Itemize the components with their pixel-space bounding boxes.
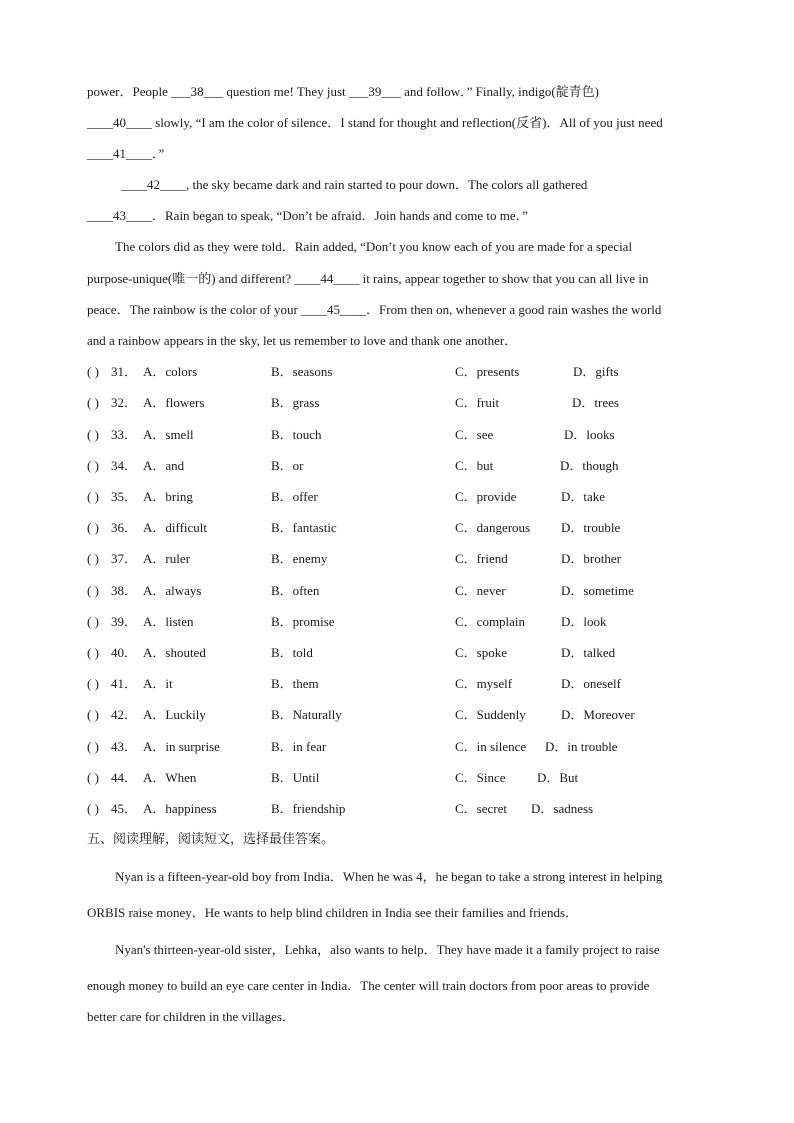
answer-blank[interactable]: ( ) xyxy=(87,364,99,379)
answer-blank[interactable]: ( ) xyxy=(87,427,99,442)
passage-line: ____42____, the sky became dark and rain started to pour down．The colors all gathered xyxy=(121,177,588,192)
option-a: A．bring xyxy=(143,489,193,504)
option-d: D．trouble xyxy=(561,520,621,535)
option-c: C．dangerous xyxy=(455,520,531,535)
passage-line: enough money to build an eye care center in India．The center will train doctors from poor areas to provide xyxy=(87,978,650,993)
option-a: A．shouted xyxy=(143,645,206,660)
question-number: 39． xyxy=(111,614,138,629)
option-a: A．Luckily xyxy=(143,707,206,722)
option-a: A．listen xyxy=(143,614,194,629)
answer-blank[interactable]: ( ) xyxy=(87,645,99,660)
question-row xyxy=(87,582,727,600)
option-d: D．sometime xyxy=(561,583,634,598)
question-row xyxy=(87,613,727,631)
option-b: B．friendship xyxy=(271,801,346,816)
question-row xyxy=(87,706,727,724)
question-number: 44． xyxy=(111,770,138,785)
question-row xyxy=(87,675,727,693)
answer-blank[interactable]: ( ) xyxy=(87,583,99,598)
option-b: B．touch xyxy=(271,427,322,442)
question-row xyxy=(87,426,727,444)
option-d: D．oneself xyxy=(561,676,621,691)
section-title: 五、阅读理解，阅读短文，选择最佳答案。 xyxy=(87,832,335,847)
question-number: 35． xyxy=(111,489,138,504)
answer-blank[interactable]: ( ) xyxy=(87,520,99,535)
option-b: B．enemy xyxy=(271,551,328,566)
passage-line: The colors did as they were told．Rain added, “Don’t you know each of you are made for a special xyxy=(115,239,633,254)
question-row xyxy=(87,457,727,475)
question-row xyxy=(87,550,727,568)
option-b: B．fantastic xyxy=(271,520,337,535)
question-number: 42． xyxy=(111,707,138,722)
passage-line: power．People ___38___ question me! They just ___39___ and follow．” Finally, indigo(靛青色) xyxy=(87,84,599,99)
answer-blank[interactable]: ( ) xyxy=(87,614,99,629)
question-row xyxy=(87,800,727,818)
answer-blank[interactable]: ( ) xyxy=(87,739,99,754)
option-a: A．smell xyxy=(143,427,194,442)
option-a: A．and xyxy=(143,458,185,473)
question-number: 45． xyxy=(111,801,138,816)
question-row xyxy=(87,363,727,381)
option-c: C．friend xyxy=(455,551,508,566)
option-a: A．in surprise xyxy=(143,739,220,754)
option-d: D．looks xyxy=(564,427,615,442)
option-b: B．seasons xyxy=(271,364,333,379)
option-b: B．offer xyxy=(271,489,318,504)
option-d: D．though xyxy=(560,458,619,473)
option-b: B．Naturally xyxy=(271,707,342,722)
option-c: C．presents xyxy=(455,364,520,379)
option-d: D．sadness xyxy=(531,801,594,816)
option-b: B．told xyxy=(271,645,313,660)
question-number: 37． xyxy=(111,551,138,566)
question-number: 33． xyxy=(111,427,138,442)
option-b: B．Until xyxy=(271,770,320,785)
option-d: D．But xyxy=(537,770,579,785)
answer-blank[interactable]: ( ) xyxy=(87,770,99,785)
option-d: D．look xyxy=(561,614,607,629)
option-d: D．Moreover xyxy=(561,707,635,722)
question-row xyxy=(87,738,727,756)
option-a: A．it xyxy=(143,676,173,691)
answer-blank[interactable]: ( ) xyxy=(87,801,99,816)
option-a: A．colors xyxy=(143,364,198,379)
option-d: D．take xyxy=(561,489,606,504)
option-c: C．spoke xyxy=(455,645,508,660)
passage-line: peace．The rainbow is the color of your ____45____．From then on, whenever a good rain washes the world xyxy=(87,302,662,317)
option-c: C．see xyxy=(455,427,494,442)
question-row xyxy=(87,488,727,506)
question-row xyxy=(87,519,727,537)
question-number: 41． xyxy=(111,676,138,691)
option-c: C．Suddenly xyxy=(455,707,526,722)
option-c: C．Since xyxy=(455,770,506,785)
option-c: C．myself xyxy=(455,676,513,691)
question-row xyxy=(87,644,727,662)
answer-blank[interactable]: ( ) xyxy=(87,395,99,410)
option-c: C．secret xyxy=(455,801,507,816)
passage-line: Nyan is a fifteen-year-old boy from India．When he was 4，he began to take a strong interest in helping xyxy=(115,869,663,884)
option-d: D．brother xyxy=(561,551,621,566)
question-number: 32． xyxy=(111,395,138,410)
answer-blank[interactable]: ( ) xyxy=(87,551,99,566)
option-a: A．ruler xyxy=(143,551,190,566)
option-b: B．often xyxy=(271,583,320,598)
option-a: A．flowers xyxy=(143,395,205,410)
passage-line: better care for children in the villages． xyxy=(87,1009,295,1024)
option-d: D．gifts xyxy=(573,364,619,379)
option-b: B．in fear xyxy=(271,739,327,754)
option-d: D．trees xyxy=(572,395,619,410)
question-number: 36． xyxy=(111,520,138,535)
option-c: C．never xyxy=(455,583,506,598)
option-a: A．always xyxy=(143,583,202,598)
option-c: C．fruit xyxy=(455,395,500,410)
passage-line: ____43____．Rain began to speak, “Don’t be afraid．Join hands and come to me．” xyxy=(87,208,528,223)
question-number: 40． xyxy=(111,645,138,660)
option-a: A．When xyxy=(143,770,197,785)
passage-line: Nyan's thirteen-year-old sister，Lehka，also wants to help．They have made it a family project to raise xyxy=(115,942,660,957)
option-b: B．promise xyxy=(271,614,335,629)
option-c: C．provide xyxy=(455,489,517,504)
option-a: A．happiness xyxy=(143,801,217,816)
option-d: D．in trouble xyxy=(545,739,618,754)
question-number: 31． xyxy=(111,364,138,379)
passage-line: ____41____．” xyxy=(87,146,165,161)
answer-blank[interactable]: ( ) xyxy=(87,458,99,473)
passage-line: and a rainbow appears in the sky, let us remember to love and thank one another． xyxy=(87,333,518,348)
passage-line: purpose-unique(唯一的) and different? ____44____ it rains, appear together to show that you can all live in xyxy=(87,271,649,286)
question-number: 38． xyxy=(111,583,138,598)
passage-line: ORBIS raise money．He wants to help blind children in India see their families and friends． xyxy=(87,905,578,920)
passage-line: ____40____ slowly, “I am the color of silence．I stand for thought and reflection(反省)．All of you just need xyxy=(87,115,663,130)
answer-blank[interactable]: ( ) xyxy=(87,676,99,691)
question-row xyxy=(87,394,727,412)
option-c: C．but xyxy=(455,458,494,473)
option-b: B．them xyxy=(271,676,319,691)
option-c: C．in silence xyxy=(455,739,527,754)
option-b: B．grass xyxy=(271,395,320,410)
option-d: D．talked xyxy=(561,645,616,660)
option-a: A．difficult xyxy=(143,520,208,535)
question-row xyxy=(87,769,727,787)
option-c: C．complain xyxy=(455,614,526,629)
answer-blank[interactable]: ( ) xyxy=(87,489,99,504)
option-b: B．or xyxy=(271,458,304,473)
answer-blank[interactable]: ( ) xyxy=(87,707,99,722)
question-number: 34． xyxy=(111,458,138,473)
question-number: 43． xyxy=(111,739,138,754)
